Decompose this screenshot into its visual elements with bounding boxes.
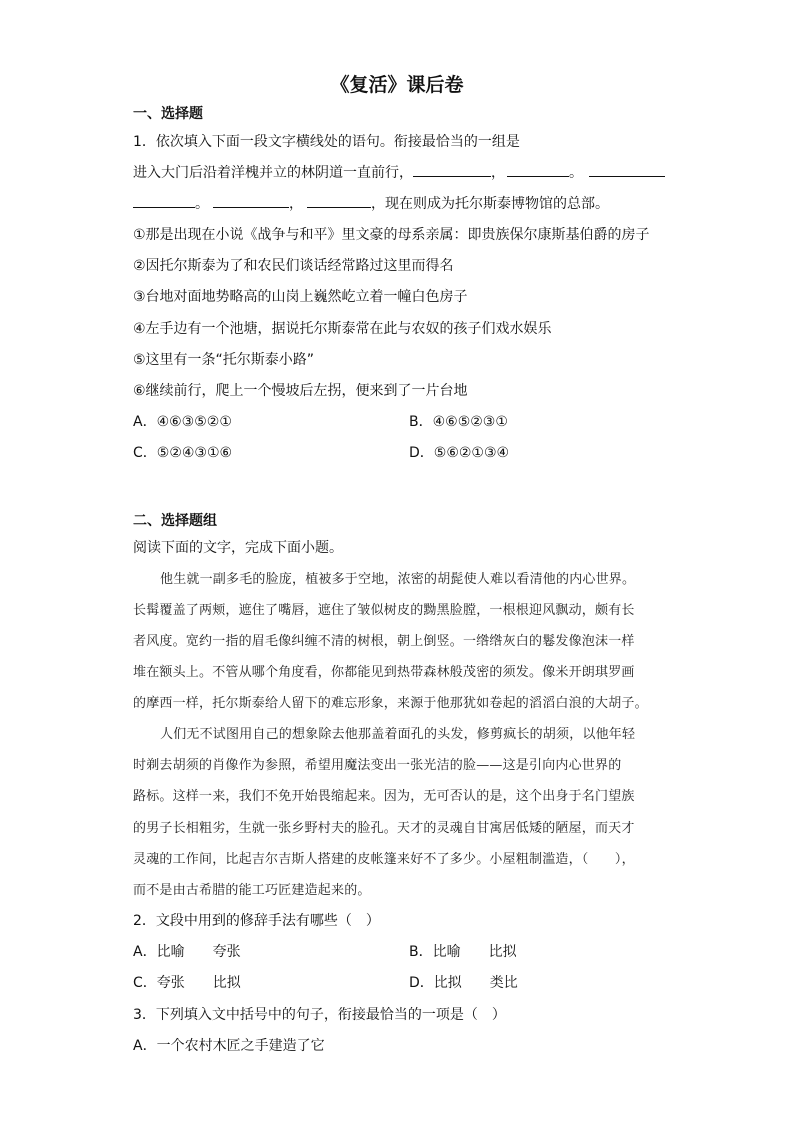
section2-heading: 二、选择题组 (133, 513, 217, 529)
q3-option-a[interactable]: A．一个农村木匠之手建造了它 (133, 1038, 325, 1054)
passage-line: 的摩西一样，托尔斯泰给人留下的难忘形象，来源于他那犹如卷起的滔滔白浪的大胡子。 (133, 696, 648, 711)
q1-item: ②因托尔斯泰为了和农民们谈话经常路过这里而得名 (133, 258, 454, 274)
q1-option-c[interactable]: C．⑤②④③①⑥ (133, 445, 233, 461)
q1-item: ⑤这里有一条“托尔斯泰小路” (133, 352, 315, 368)
q1-item: ④左手边有一个池塘，据说托尔斯泰常在此与农奴的孩子们戏水娱乐 (133, 321, 552, 337)
q2-option-a[interactable]: A．比喻 夸张 (133, 944, 241, 960)
passage-line: 他生就一副多毛的脸庞，植被多于空地，浓密的胡髭使人难以看清他的内心世界。 (160, 572, 636, 587)
page-title: 《复活》课后卷 (330, 74, 464, 96)
q1-option-b[interactable]: B．④⑥⑤②③① (409, 414, 508, 430)
q1-option-d[interactable]: D．⑤⑥②①③④ (409, 445, 510, 461)
q3-stem: 3．下列填入文中括号中的句子，衔接最恰当的一项是（ ） (133, 1007, 506, 1023)
passage-line: 而不是由古希腊的能工巧匠建造起来的。 (133, 883, 371, 898)
answer-blank[interactable] (507, 163, 569, 177)
passage-line: 者风度。宽约一指的眉毛像纠缠不清的树根，朝上倒竖。一绺绺灰白的鬈发像泡沫一样 (133, 634, 635, 649)
answer-blank[interactable] (589, 163, 665, 177)
answer-blank[interactable] (133, 194, 195, 208)
q1-item: ③台地对面地势略高的山岗上巍然屹立着一幢白色房子 (133, 289, 468, 305)
answer-blank[interactable] (307, 194, 371, 208)
q1-sep: 。 (569, 165, 583, 181)
q1-item: ①那是出现在小说《战争与和平》里文豪的母系亲属：即贵族保尔康斯基伯爵的房子 (133, 227, 650, 243)
passage-line: 时剃去胡须的肖像作为参照，希望用魔法变出一张光洁的脸——这是引向内心世界的 (133, 758, 622, 773)
q1-sep: ， (491, 165, 505, 181)
passage-line: 长髯覆盖了两颊，遮住了嘴唇，遮住了皱似树皮的黝黑脸膛，一根根迎风飘动，颇有长 (133, 603, 635, 618)
q1-fill-line-2 (133, 193, 609, 213)
q2-option-c[interactable]: C．夸张 比拟 (133, 975, 241, 991)
q1-sep: 。 (195, 196, 209, 212)
q1-fill-text-a: 进入大门后沿着洋槐并立的林阴道一直前行， (133, 165, 413, 181)
q2-option-d[interactable]: D．比拟 类比 (409, 975, 518, 991)
q1-stem: 1．依次填入下面一段文字横线处的语句。衔接最恰当的一组是 (133, 134, 520, 150)
q1-item: ⑥继续前行，爬上一个慢坡后左拐，便来到了一片台地 (133, 383, 468, 399)
q2-option-b[interactable]: B．比喻 比拟 (409, 944, 517, 960)
passage-line: 灵魂的工作间，比起吉尔吉斯人搭建的皮帐篷来好不了多少。小屋粗制滥造，（ ）， (133, 852, 635, 867)
passage-line: 人们无不试图用自己的想象除去他那盖着面孔的头发，修剪疯长的胡须，以他年轻 (160, 727, 636, 742)
passage-line: 堆在额头上。不管从哪个角度看，你都能见到热带森林般茂密的须发。像米开朗琪罗画 (133, 665, 635, 680)
q1-fill-text-end: ，现在则成为托尔斯泰博物馆的总部。 (371, 196, 609, 212)
answer-blank[interactable] (213, 194, 289, 208)
passage-line: 的男子长相粗劣，生就一张乡野村夫的脸孔。天才的灵魂自甘寓居低矮的陋屋，而天才 (133, 821, 635, 836)
section2-intro: 阅读下面的文字，完成下面小题。 (133, 540, 343, 556)
q1-option-a[interactable]: A．④⑥③⑤②① (133, 414, 232, 430)
passage-line: 路标。这样一来，我们不免开始畏缩起来。因为，无可否认的是，这个出身于名门望族 (133, 789, 635, 804)
section1-heading: 一、选择题 (133, 106, 203, 122)
answer-blank[interactable] (413, 163, 491, 177)
q2-stem: 2．文段中用到的修辞手法有哪些（ ） (133, 913, 380, 929)
q1-sep: ， (289, 196, 303, 212)
q1-fill-line-1 (133, 162, 665, 182)
